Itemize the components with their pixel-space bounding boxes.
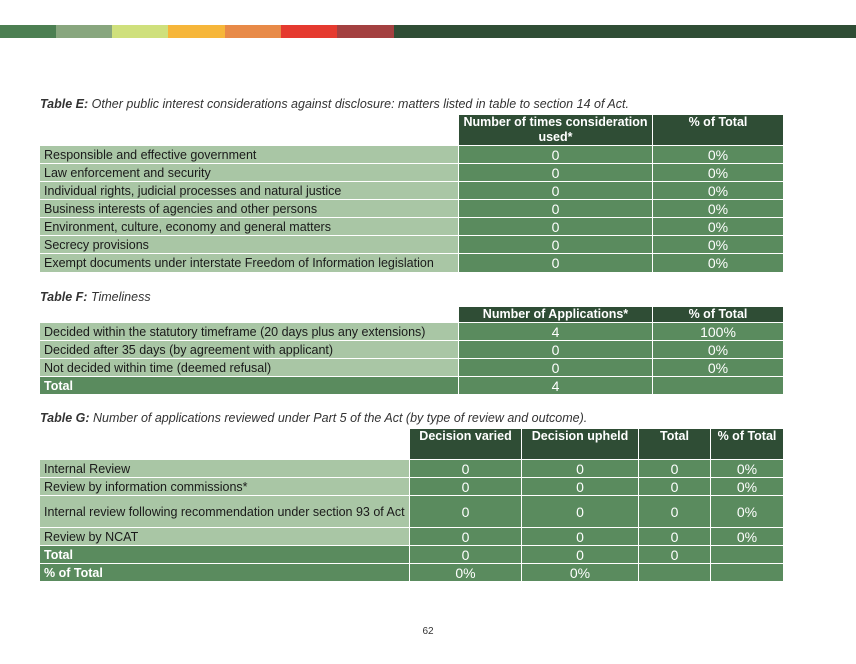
cell-value: 0	[639, 528, 711, 546]
table-row	[40, 254, 784, 273]
row-label: Law enforcement and security	[40, 164, 459, 182]
cell-value: 0	[459, 146, 653, 164]
cell-value: 0	[459, 164, 653, 182]
table-row	[40, 146, 784, 164]
table-f-header: % of Total	[653, 307, 784, 323]
cell-value: 4	[459, 377, 653, 395]
stripe-segment	[225, 25, 281, 38]
table-g	[39, 428, 784, 582]
table-g-header: Decision upheld	[522, 429, 639, 460]
cell-value: 0	[522, 528, 639, 546]
row-label: Internal review following recommendation under section 93 of Act	[40, 496, 410, 528]
cell-value	[653, 377, 784, 395]
cell-value: 0	[459, 200, 653, 218]
table-row	[40, 564, 784, 582]
table-e-header: % of Total	[653, 115, 784, 146]
cell-value: 0%	[711, 528, 784, 546]
table-f-corner	[40, 307, 459, 323]
cell-value: 0	[459, 218, 653, 236]
table-g-caption: Table G: Number of applications reviewed under Part 5 of the Act (by type of review and outcome).	[40, 411, 588, 425]
cell-value: 0	[639, 496, 711, 528]
row-label: Total	[40, 377, 459, 395]
cell-value: 0%	[653, 146, 784, 164]
cell-value: 0	[410, 460, 522, 478]
cell-value: 0	[522, 546, 639, 564]
stripe-segment	[112, 25, 168, 38]
cell-value: 0	[410, 528, 522, 546]
row-label: Exempt documents under interstate Freedom of Information legislation	[40, 254, 459, 273]
row-label: Decided after 35 days (by agreement with applicant)	[40, 341, 459, 359]
table-g-header: Total	[639, 429, 711, 460]
cell-value: 0%	[653, 164, 784, 182]
cell-value: 0	[410, 478, 522, 496]
table-e-header: Number of times consideration used*	[459, 115, 653, 146]
table-e-corner	[40, 115, 459, 146]
cell-value: 0%	[653, 218, 784, 236]
row-label: Responsible and effective government	[40, 146, 459, 164]
cell-value: 0	[522, 478, 639, 496]
cell-value: 4	[459, 323, 653, 341]
cell-value: 0	[410, 496, 522, 528]
cell-value: 0	[410, 546, 522, 564]
table-g-header: Decision varied	[410, 429, 522, 460]
table-row	[40, 359, 784, 377]
cell-value	[711, 564, 784, 582]
cell-value: 0	[522, 496, 639, 528]
table-f-caption: Table F: Timeliness	[40, 290, 151, 304]
cell-value	[711, 546, 784, 564]
cell-value: 0%	[410, 564, 522, 582]
table-f	[39, 306, 784, 395]
table-row	[40, 218, 784, 236]
table-row	[40, 182, 784, 200]
row-label: Environment, culture, economy and general matters	[40, 218, 459, 236]
table-g-corner	[40, 429, 410, 460]
cell-value: 0%	[653, 200, 784, 218]
table-row	[40, 528, 784, 546]
table-row	[40, 236, 784, 254]
cell-value: 0%	[653, 341, 784, 359]
table-row	[40, 496, 784, 528]
stripe-segment	[0, 25, 56, 38]
row-label: % of Total	[40, 564, 410, 582]
table-row	[40, 478, 784, 496]
table-row	[40, 341, 784, 359]
table-row	[40, 164, 784, 182]
table-f-body	[40, 323, 784, 395]
page-number: 62	[422, 626, 434, 637]
cell-value: 0	[459, 182, 653, 200]
table-row	[40, 200, 784, 218]
row-label: Review by information commissions*	[40, 478, 410, 496]
cell-value: 0%	[653, 182, 784, 200]
cell-value: 100%	[653, 323, 784, 341]
table-row	[40, 460, 784, 478]
cell-value: 0	[639, 478, 711, 496]
row-label: Business interests of agencies and other persons	[40, 200, 459, 218]
cell-value: 0	[522, 460, 639, 478]
table-e-body	[40, 146, 784, 273]
row-label: Total	[40, 546, 410, 564]
cell-value: 0	[459, 341, 653, 359]
cell-value: 0	[459, 254, 653, 273]
cell-value: 0	[639, 460, 711, 478]
cell-value	[639, 564, 711, 582]
row-label: Review by NCAT	[40, 528, 410, 546]
cell-value: 0%	[653, 359, 784, 377]
table-e	[39, 114, 784, 273]
cell-value: 0	[639, 546, 711, 564]
table-row	[40, 323, 784, 341]
row-label: Not decided within time (deemed refusal)	[40, 359, 459, 377]
row-label: Individual rights, judicial processes and natural justice	[40, 182, 459, 200]
table-e-caption: Table E: Other public interest considerations against disclosure: matters listed in table to section 14 of Act.	[40, 97, 629, 111]
row-label: Secrecy provisions	[40, 236, 459, 254]
stripe-segment	[337, 25, 394, 38]
cell-value: 0%	[653, 254, 784, 273]
cell-value: 0%	[711, 496, 784, 528]
table-row	[40, 546, 784, 564]
cell-value: 0%	[522, 564, 639, 582]
stripe-segment	[281, 25, 337, 38]
row-label: Internal Review	[40, 460, 410, 478]
cell-value: 0	[459, 359, 653, 377]
cell-value: 0%	[653, 236, 784, 254]
table-g-body	[40, 460, 784, 582]
table-f-header: Number of Applications*	[459, 307, 653, 323]
cell-value: 0	[459, 236, 653, 254]
stripe-segment	[168, 25, 225, 38]
cell-value: 0%	[711, 460, 784, 478]
table-row	[40, 377, 784, 395]
row-label: Decided within the statutory timeframe (20 days plus any extensions)	[40, 323, 459, 341]
cell-value: 0%	[711, 478, 784, 496]
color-stripe	[0, 25, 856, 38]
stripe-segment	[394, 25, 856, 38]
stripe-segment	[56, 25, 112, 38]
table-g-header: % of Total	[711, 429, 784, 460]
